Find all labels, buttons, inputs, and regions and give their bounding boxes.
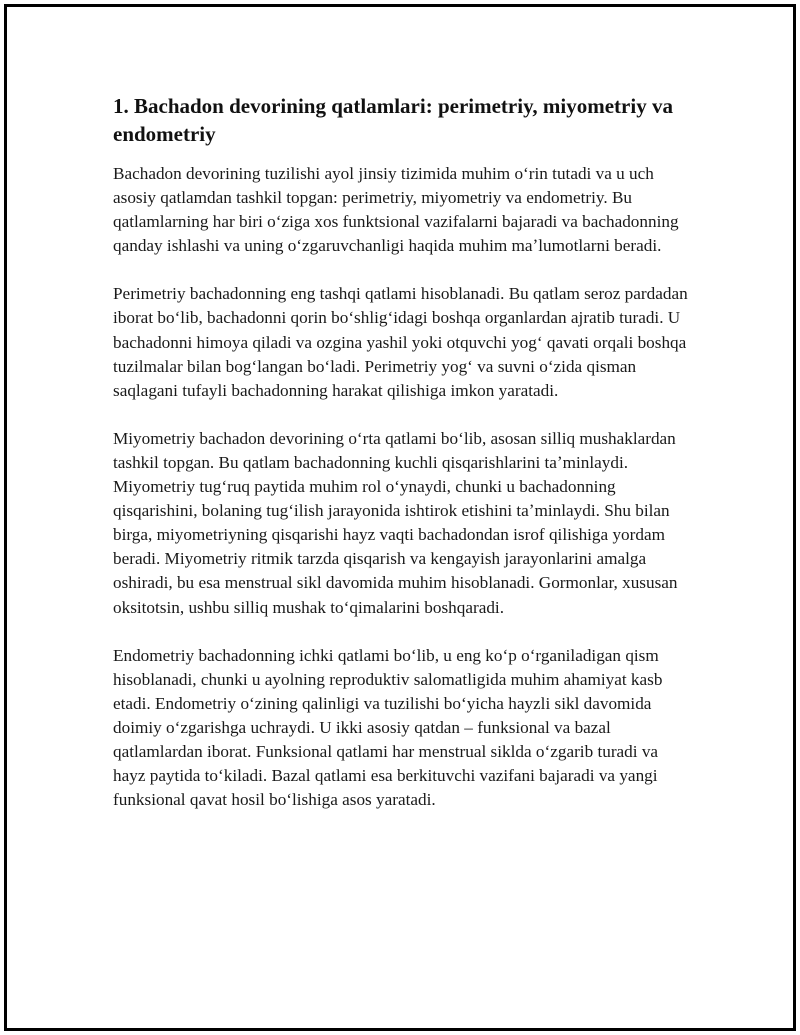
document-body <box>113 92 688 836</box>
paragraph-miyometriy: Miyometriy bachadon devorining oʻrta qatlami boʻlib, asosan silliq mushaklardan tashkil topgan. Bu qatlam bachadonning kuchli qisqarishlarini taʼminlaydi. Miyometriy tugʻruq paytida muhim rol oʻynaydi, chunki u bachadonning qisqarishini, bolaning tugʻilish jarayonida ishtirok etishini taʼminlaydi. Shu bilan birga, miyometriyning qisqarishi hayz vaqti bachadondan isrof qilishiga yordam beradi. Miyometriy ritmik tarzda qisqarish va kengayish jarayonlarini amalga oshiradi, bu esa menstrual sikl davomida muhim hisoblanadi. Gormonlar, xususan oksitotsin, ushbu silliq mushak toʻqimalarini boshqaradi. <box>113 428 678 617</box>
page-title: 1. Bachadon devorining qatlamlari: perimetriy, miyometriy va endometriy <box>113 94 673 146</box>
paragraph-intro: Bachadon devorining tuzilishi ayol jinsiy tizimida muhim oʻrin tutadi va u uch asosiy qatlamdan tashkil topgan: perimetriy, miyometriy va endometriy. Bu qatlamlarning har biri oʻziga xos funktsional vazifalarni bajaradi va bachadonning qanday ishlashi va uning oʻzgaruvchanligi haqida muhim maʼlumotlarni beradi. <box>113 164 679 256</box>
paragraph-perimetriy: Perimetriy bachadonning eng tashqi qatlami hisoblanadi. Bu qatlam seroz pardadan iborat boʻlib, bachadonni qorin boʻshligʻidagi boshqa organlardan ajratib turadi. U bachadonni himoya qiladi va ozgina yashil yoki otquvchi yogʻ qavati orqali boshqa tuzilmalar bilan bogʻlangan boʻladi. Perimetriy yogʻ va suvni oʻzida qisman saqlagani tufayli bachadonning harakat qilishiga imkon yaratadi. <box>113 284 688 400</box>
paragraph-endometriy: Endometriy bachadonning ichki qatlami boʻlib, u eng koʻp oʻrganiladigan qism hisoblanadi, chunki u ayolning reproduktiv salomatligida muhim ahamiyat kasb etadi. Endometriy oʻzining qalinligi va tuzilishi boʻyicha hayzli sikl davomida doimiy oʻzgarishga uchraydi. U ikki asosiy qatdan – funksional va bazal qatlamlardan iborat. Funksional qatlami har menstrual siklda oʻzgarib turadi va hayz paytida toʻkiladi. Bazal qatlami esa berkituvchi vazifani bajaradi va yangi funksional qavat hosil boʻlishiga asos yaratadi. <box>113 645 663 810</box>
